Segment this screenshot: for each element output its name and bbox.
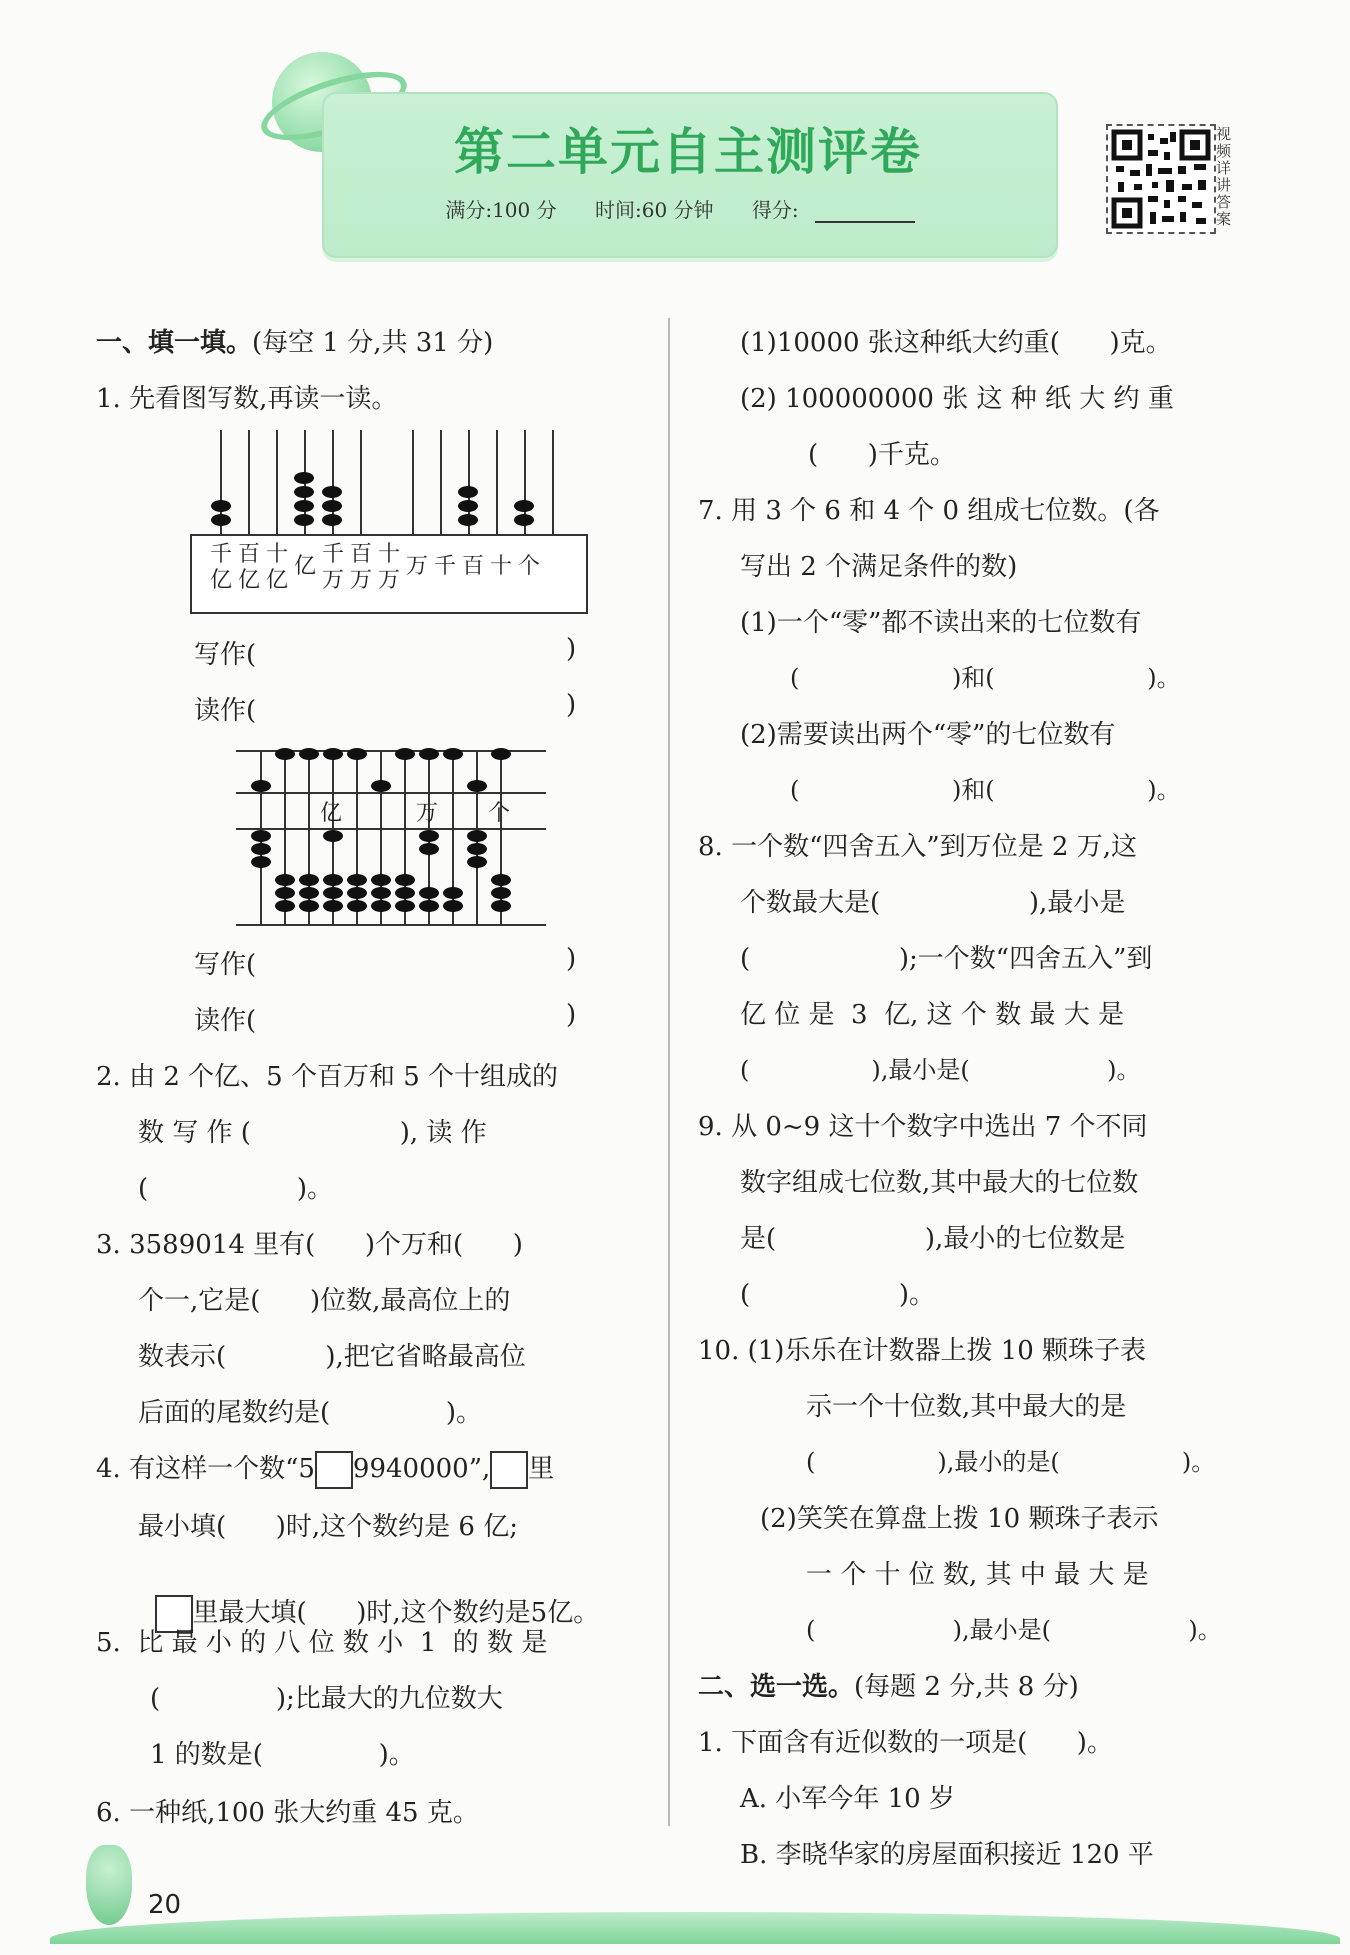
question-9-line-3: 是( ),最小的七位数是 [740,1224,1126,1254]
qr-caption: 视频详讲答案 [1216,125,1232,228]
read-answer-2: 读作( [194,1006,257,1036]
question-6: 6. 一种纸,100 张大约重 45 克。 [96,1798,479,1828]
question-10: 10. (1)乐乐在计数器上拨 10 颗珠子表 [698,1336,1147,1366]
abacus-diagram-2 [236,740,546,926]
page-number: 20 [148,1890,182,1920]
question-2: 2. 由 2 个亿、5 个百万和 5 个十组成的 [96,1062,559,1092]
question-4-line-3: 里最大填( )时,这个数约是5亿。 [138,1562,599,1633]
place-label: 千 万 [321,542,344,593]
question-3-line-2: 个一,它是( )位数,最高位上的 [138,1286,511,1316]
place-label: 百 万 [349,542,372,593]
section-2-heading: 二、选一选。(每题 2 分,共 8 分) [698,1672,1079,1702]
full-score: 满分:100 分 [445,198,557,222]
dolphin-icon [86,1845,132,1925]
place-label: 十 万 [377,542,400,593]
question-10-part-2: (2)笑笑在算盘上拨 10 颗珠子表示 [760,1504,1159,1534]
close-paren: ) [566,634,577,664]
question-5-line-2: ( );比最大的九位数大 [150,1684,503,1714]
question-6-part-2: (2) 100000000 张 这 种 纸 大 约 重 [740,384,1174,414]
question-7-part-2-answers: ( )和( )。 [790,776,1181,804]
place-label: 百 亿 [237,542,260,593]
question-10-line-2: 示一个十位数,其中最大的是 [806,1392,1127,1422]
question-6-part-1: (1)10000 张这种纸大约重( )克。 [740,328,1172,358]
place-label: 千 亿 [209,542,232,593]
question-8-line-2: 个数最大是( ),最小是 [740,888,1126,918]
question-3-line-3: 数表示( ),把它省略最高位 [138,1342,526,1372]
close-paren: ) [566,1000,577,1030]
exam-meta [322,194,1054,223]
place-label-wan: 万 [416,801,439,826]
section-1-heading: 一、填一填。(每空 1 分,共 31 分) [96,328,494,358]
option-b[interactable]: B. 李晓华家的房屋面积接近 120 平 [740,1840,1154,1870]
question-9: 9. 从 0~9 这十个数字中选出 7 个不同 [698,1112,1148,1142]
question-2-line-3: ( )。 [138,1174,334,1204]
abacus-diagram-1 [190,430,588,616]
place-label: 亿 [293,554,316,579]
blank-box[interactable] [315,1451,353,1489]
option-a[interactable]: A. 小军今年 10 岁 [740,1784,955,1814]
question-8-line-5: ( ),最小是( )。 [740,1056,1141,1084]
question-6-part-2-line-2: ( )千克。 [808,440,956,470]
place-label: 百 [461,554,484,579]
qr-code[interactable] [1106,124,1216,234]
question-1: 1. 先看图写数,再读一读。 [96,384,398,414]
question-7-part-1: (1)一个“零”都不读出来的七位数有 [740,608,1142,638]
question-5-line-3: 1 的数是( )。 [150,1740,415,1770]
footer-wave [50,1912,1340,1944]
question-10-part-2-line-2: 一 个 十 位 数, 其 中 最 大 是 [806,1560,1149,1590]
question-4-line-2: 最小填( )时,这个数约是 6 亿; [138,1512,518,1542]
column-divider [668,318,670,1826]
question-4: 4. 有这样一个数“5 9940000”, 里 [96,1448,554,1489]
section-2-question-1: 1. 下面含有近似数的一项是( )。 [698,1728,1113,1758]
read-answer-1: 读作( [194,696,257,726]
question-7: 7. 用 3 个 6 和 4 个 0 组成七位数。(各 [698,496,1160,526]
question-2-line-2: 数 写 作 ( ), 读 作 [138,1118,487,1148]
question-3-line-4: 后面的尾数约是( )。 [138,1398,482,1428]
question-9-line-4: ( )。 [740,1280,936,1310]
place-label-ge: 个 [488,801,511,826]
blank-box[interactable] [490,1451,528,1489]
question-3: 3. 3589014 里有( )个万和( ) [96,1230,523,1260]
close-paren: ) [566,690,577,720]
question-10-part-2-line-3: ( ),最小是( )。 [806,1616,1222,1644]
question-8-line-4: 亿 位 是 3 亿, 这 个 数 最 大 是 [740,1000,1124,1030]
place-label: 个 [517,554,540,579]
place-label-yi: 亿 [320,801,343,826]
question-7-part-1-answers: ( )和( )。 [790,664,1181,692]
question-5: 5. 比 最 小 的 八 位 数 小 1 的 数 是 [96,1628,548,1658]
score-field: 得分: [752,198,931,222]
place-label: 十 [489,554,512,579]
place-label: 十 亿 [265,542,288,593]
question-7-line-2: 写出 2 个满足条件的数) [740,552,1018,582]
close-paren: ) [566,944,577,974]
question-8-line-3: ( );一个数“四舍五入”到 [740,944,1153,974]
question-8: 8. 一个数“四舍五入”到万位是 2 万,这 [698,832,1137,862]
question-9-line-2: 数字组成七位数,其中最大的七位数 [740,1168,1139,1198]
question-7-part-2: (2)需要读出两个“零”的七位数有 [740,720,1116,750]
question-10-line-3: ( ),最小的是( )。 [806,1448,1216,1476]
page-title: 第二单元自主测评卷 [454,123,922,181]
write-answer-2: 写作( [194,950,257,980]
write-answer-1: 写作( [194,640,257,670]
place-label: 万 [405,554,428,579]
place-label: 千 [433,554,456,579]
time-limit: 时间:60 分钟 [594,198,714,222]
